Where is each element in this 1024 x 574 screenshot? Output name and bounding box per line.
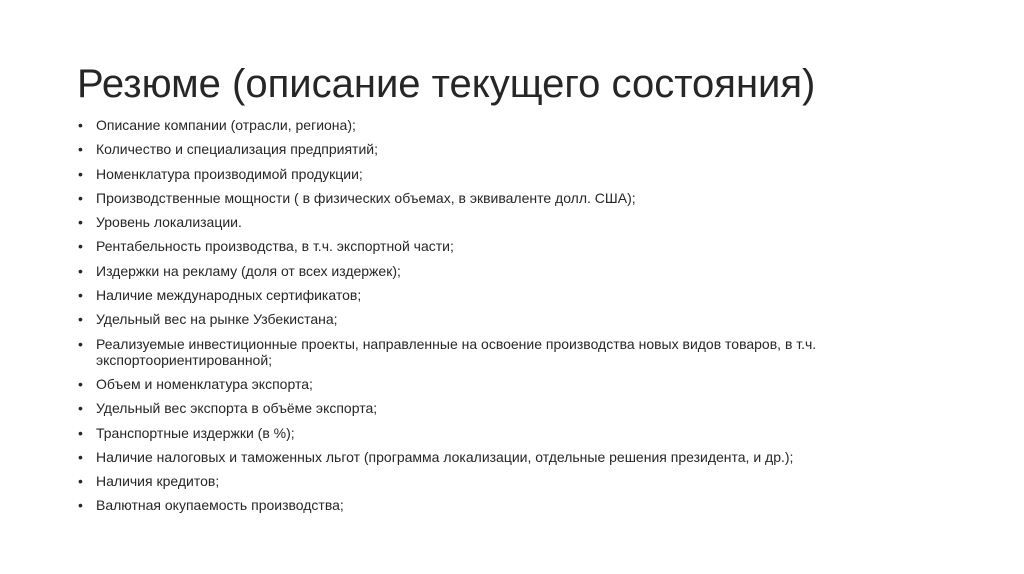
bullet-item: [78, 117, 938, 133]
bullet-list: [78, 117, 938, 522]
bullet-item: [78, 336, 938, 368]
slide-title: Резюме (описание текущего состояния): [77, 62, 816, 106]
bullet-item: [78, 449, 938, 465]
bullet-text: Реализуемые инвестиционные проекты, направленные на освоение производства новых видов товаров, в т.ч. экспортоориентированной;: [96, 335, 817, 368]
bullet-dot-icon: •: [78, 141, 83, 158]
bullet-item: [78, 425, 938, 441]
bullet-text: Наличия кредитов;: [96, 473, 220, 490]
bullet-item: [78, 473, 938, 489]
bullet-dot-icon: •: [78, 287, 83, 304]
bullet-item: [78, 287, 938, 303]
bullet-dot-icon: •: [78, 262, 83, 279]
bullet-item: [78, 497, 938, 513]
bullet-text: Наличие международных сертификатов;: [96, 287, 362, 304]
bullet-text: Удельный вес на рынке Узбекистана;: [96, 311, 338, 328]
bullet-text: Валютная окупаемость производства;: [96, 497, 344, 514]
bullet-item: [78, 400, 938, 416]
bullet-text: Производственные мощности ( в физических объемах, в эквиваленте долл. США);: [96, 189, 636, 206]
bullet-dot-icon: •: [78, 189, 83, 206]
bullet-text: Транспортные издержки (в %);: [96, 424, 295, 441]
bullet-dot-icon: •: [78, 311, 83, 328]
bullet-dot-icon: •: [78, 117, 83, 133]
bullet-text: Количество и специализация предприятий;: [96, 141, 379, 158]
bullet-text: Издержки на рекламу (доля от всех издержек);: [96, 262, 401, 279]
bullet-dot-icon: •: [78, 497, 83, 514]
bullet-dot-icon: •: [78, 424, 83, 441]
bullet-dot-icon: •: [78, 214, 83, 231]
bullet-dot-icon: •: [78, 165, 83, 182]
bullet-item: [78, 263, 938, 279]
bullet-dot-icon: •: [78, 400, 83, 417]
bullet-dot-icon: •: [78, 473, 83, 490]
bullet-item: [78, 190, 938, 206]
bullet-item: [78, 238, 938, 254]
bullet-text: Уровень локализации.: [96, 214, 242, 231]
bullet-item: [78, 376, 938, 392]
bullet-text: Объем и номенклатура экспорта;: [96, 375, 313, 392]
bullet-dot-icon: •: [78, 375, 83, 392]
bullet-text: Рентабельность производства, в т.ч. экспортной части;: [96, 238, 454, 255]
bullet-item: [78, 141, 938, 157]
bullet-dot-icon: •: [78, 238, 83, 255]
bullet-item: [78, 311, 938, 327]
bullet-text: Наличие налоговых и таможенных льгот (программа локализации, отдельные решения президента, и др.);: [96, 448, 794, 465]
bullet-item: [78, 214, 938, 230]
bullet-dot-icon: •: [78, 335, 83, 352]
bullet-dot-icon: •: [78, 448, 83, 465]
bullet-text: Номенклатура производимой продукции;: [96, 165, 363, 182]
bullet-item: [78, 166, 938, 182]
bullet-text: Описание компании (отрасли, региона);: [96, 117, 356, 133]
bullet-text: Удельный вес экспорта в объёме экспорта;: [96, 400, 378, 417]
